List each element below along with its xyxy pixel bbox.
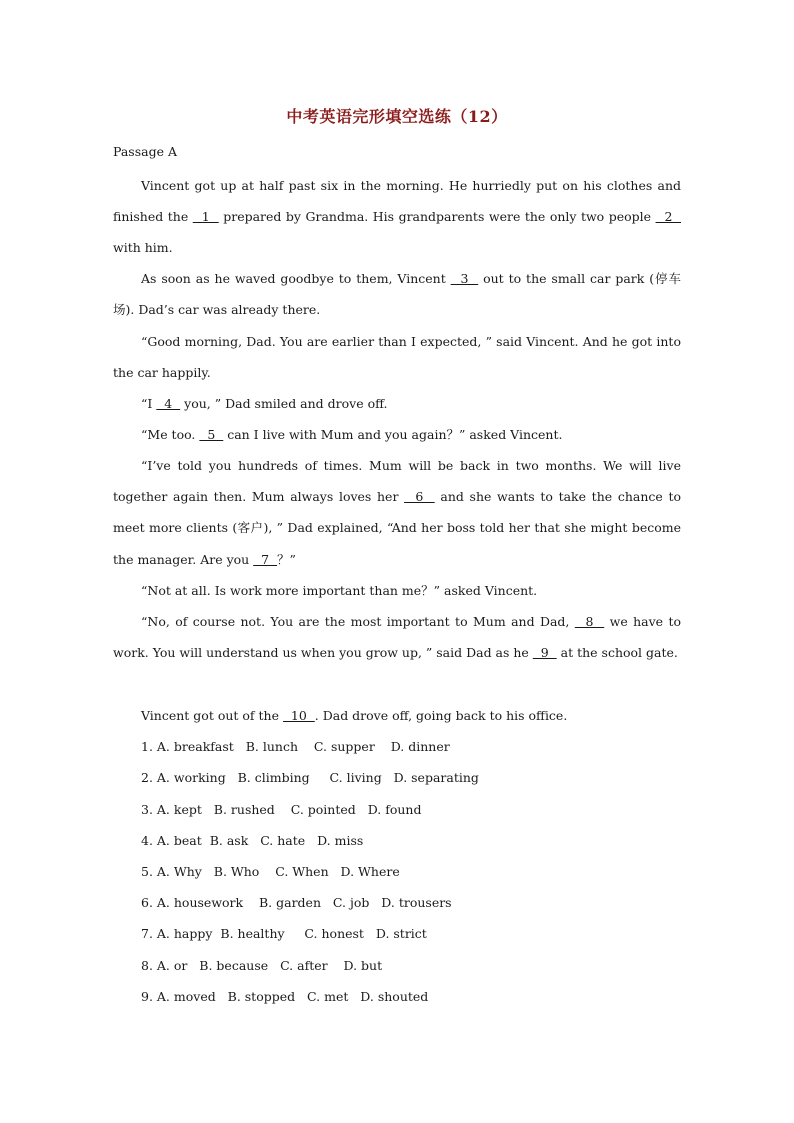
- blank-4: 4: [156, 396, 181, 411]
- paragraph-text: “No, of course not. You are the most important to Mum and Dad,: [141, 614, 575, 629]
- blank-5: 5: [199, 427, 224, 442]
- paragraph-9: [113, 700, 681, 731]
- paragraph-7: [113, 575, 681, 606]
- paragraph-1: [113, 170, 681, 264]
- paragraph-text: Vincent got up at half past six in the morning. He hurriedly put on his clothes and finished the: [113, 178, 681, 225]
- paragraph-text: “I: [141, 396, 157, 411]
- blank-7: 7: [253, 551, 278, 567]
- paragraph-8: [113, 606, 681, 668]
- option-line-6: 6. A. housework B. garden C. job D. trousers: [141, 895, 452, 910]
- paragraph-2: [113, 263, 681, 325]
- page-title: 中考英语完形填空选练（12）: [286, 107, 508, 126]
- paragraph-text: “I’ve told you hundreds of times. Mum will be back in two months. We will live together again then. Mum always loves her: [113, 458, 681, 505]
- option-line-8: 8. A. or B. because C. after D. but: [141, 958, 383, 973]
- option-line-5: 5. A. Why B. Who C. When D. Where: [141, 864, 400, 879]
- option-line-7: 7. A. happy B. healthy C. honest D. strict: [141, 926, 427, 941]
- blank-3: 3: [450, 271, 479, 286]
- blank-9: 9: [532, 645, 557, 661]
- option-line-3: 3. A. kept B. rushed C. pointed D. found: [141, 802, 422, 817]
- paragraph-text: out to the small car park (停车场). Dad’s car was already there.: [113, 271, 681, 318]
- paragraph-text: we have to work. You will understand us when you grow up, ” said Dad as he: [113, 614, 681, 661]
- paragraph-text: “Not at all. Is work more important than me？” asked Vincent.: [141, 583, 538, 598]
- paragraph-text: you, ” Dad smiled and drove off.: [180, 396, 388, 411]
- paragraph-text: As soon as he waved goodbye to them, Vincent: [141, 271, 451, 286]
- paragraph-text: “Good morning, Dad. You are earlier than I expected, ” said Vincent. And he got into the car happily.: [113, 334, 681, 381]
- paragraph-text: . Dad drove off, going back to his office.: [314, 708, 568, 723]
- paragraph-text: prepared by Grandma. His grandparents were the only two people: [218, 209, 656, 225]
- blank-8: 8: [574, 614, 605, 629]
- option-line-9: 9. A. moved B. stopped C. met D. shouted: [141, 989, 429, 1004]
- paragraph-5: [113, 419, 681, 450]
- paragraph-4: [113, 388, 681, 419]
- paragraph-text: and she wants to take the chance to meet more clients (客户), ” Dad explained, “And her boss told her that she might become the manager. Are you: [113, 489, 681, 567]
- option-line-1: 1. A. breakfast B. lunch C. supper D. dinner: [141, 739, 450, 754]
- paragraph-text: at the school gate.: [556, 645, 678, 661]
- paragraph-6: [113, 450, 681, 575]
- blank-2: 2: [655, 209, 681, 225]
- paragraph-text: ？”: [277, 551, 296, 567]
- passage-label: Passage A: [113, 144, 177, 159]
- blank-1: 1: [192, 209, 219, 225]
- option-line-4: 4. A. beat B. ask C. hate D. miss: [141, 833, 364, 848]
- option-line-2: 2. A. working B. climbing C. living D. separating: [141, 770, 479, 785]
- paragraph-text: “Me too.: [141, 427, 200, 442]
- paragraph-text: can I live with Mum and you again？” asked Vincent.: [223, 427, 563, 442]
- blank-10: 10: [282, 708, 315, 723]
- paragraph-text: Vincent got out of the: [141, 708, 283, 723]
- blank-6: 6: [404, 489, 435, 505]
- paragraph-text: with him.: [113, 240, 173, 256]
- paragraph-3: [113, 326, 681, 388]
